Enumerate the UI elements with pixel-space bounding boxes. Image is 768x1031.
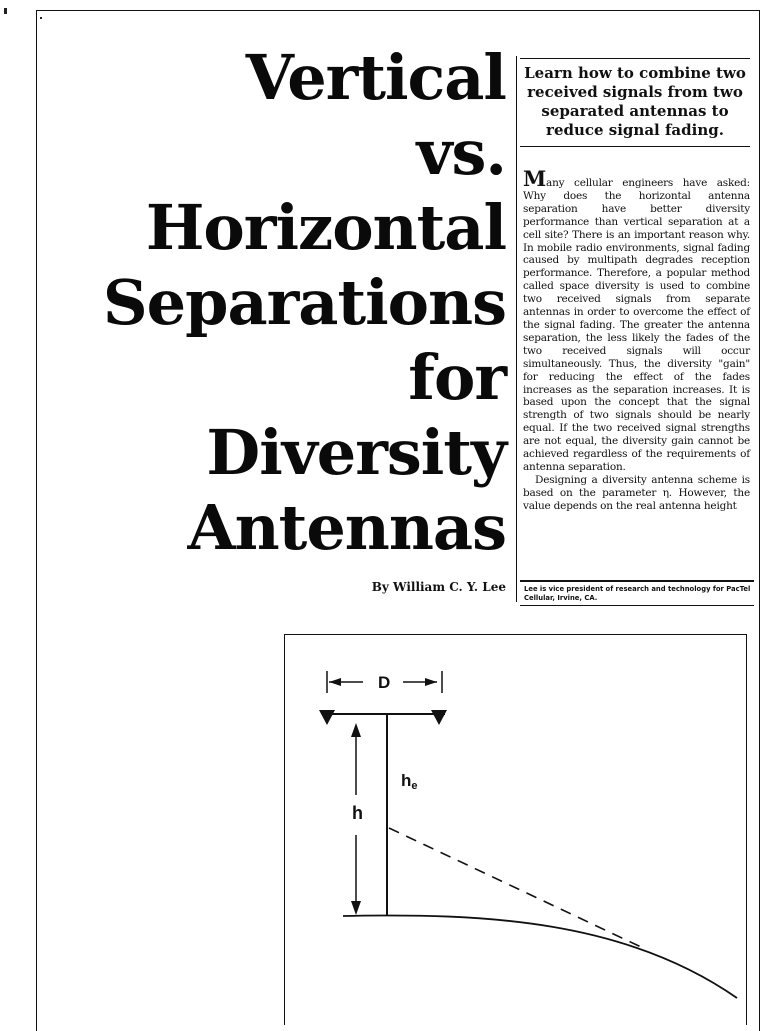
body-paragraph bbox=[523, 166, 750, 474]
diagram-graphic bbox=[285, 635, 746, 1025]
antenna-left-icon bbox=[319, 710, 335, 725]
arrowhead-right bbox=[425, 678, 437, 686]
title-line: Horizontal bbox=[145, 191, 506, 264]
tangent-line bbox=[389, 828, 641, 947]
label-he-subscript: e bbox=[411, 780, 418, 792]
antenna-right-icon bbox=[431, 710, 447, 725]
arrowhead-left bbox=[329, 678, 341, 686]
arrowhead-down bbox=[351, 901, 361, 915]
label-h: h bbox=[352, 803, 363, 823]
title-line: Diversity bbox=[206, 416, 506, 489]
title-line: Separations bbox=[102, 266, 506, 339]
title-line: Vertical bbox=[245, 41, 506, 114]
antenna-diagram bbox=[284, 634, 747, 1025]
title-line: vs. bbox=[416, 116, 506, 189]
earth-surface bbox=[343, 915, 737, 998]
column-divider bbox=[516, 56, 517, 602]
body-paragraph: Designing a diversity antenna scheme is based on the parameter η. However, the value depends on the real antenna height bbox=[523, 473, 750, 512]
article-body bbox=[523, 166, 750, 513]
label-D: D bbox=[378, 673, 391, 692]
paragraph-text: any cellular engineers have asked: Why does the horizontal antenna separation have better diversity performance than vertical separation at a cell site? There is an important reason why. In mobile radio environments, signal fading caused by multipath degrades reception performance. Therefore, a popular method called space diversity is used to combine two received signals from separate antennas in order to overcome the effect of the signal fading. The greater the antenna separation, the less likely the fades of the two received signals will occur simultaneously. Thus, the diversity "gain" for reducing the effect of the fades increases as the separation increases. It is based upon the concept that the signal strength of two signals should be nearly equal. If the two received signal strengths are not equal, the diversity gain cannot be achieved regardless of the requirements of antenna separation. bbox=[523, 177, 750, 473]
title-line: Antennas bbox=[187, 491, 506, 564]
title-line: for bbox=[408, 341, 506, 414]
article-title bbox=[46, 40, 506, 565]
label-he-base: h bbox=[401, 771, 412, 790]
arrowhead-up bbox=[351, 723, 361, 737]
drop-cap: M bbox=[523, 166, 547, 191]
article-deck: Learn how to combine two received signals from two separated antennas to reduce signal fading. bbox=[520, 58, 750, 147]
label-he bbox=[401, 771, 418, 792]
byline: By William C. Y. Lee bbox=[371, 580, 506, 594]
scan-speck bbox=[4, 8, 7, 14]
author-footnote: Lee is vice president of research and technology for PacTel Cellular, Irvine, CA. bbox=[520, 580, 754, 606]
